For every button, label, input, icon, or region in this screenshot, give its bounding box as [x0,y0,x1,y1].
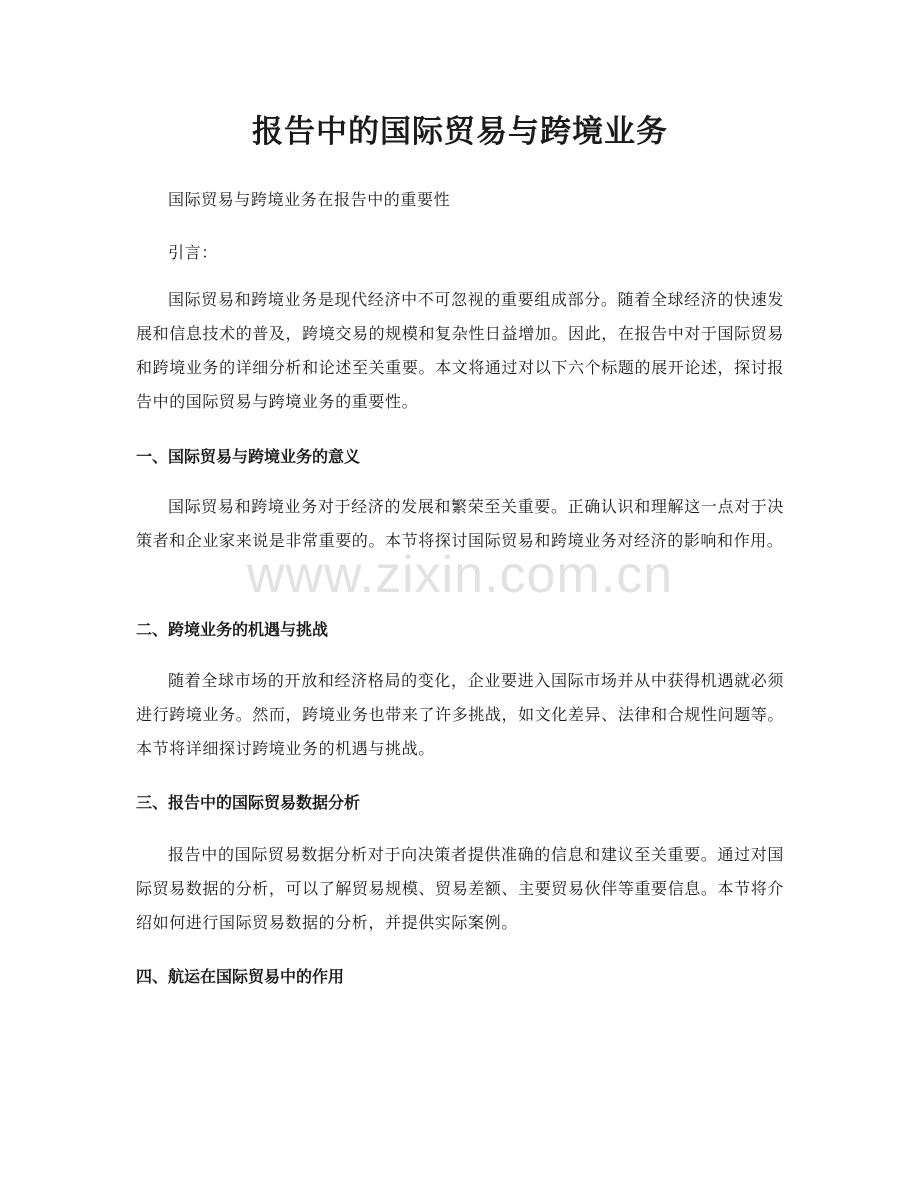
section-body-1: 国际贸易和跨境业务对于经济的发展和繁荣至关重要。正确认识和理解这一点对于决策者和企业家来说是非常重要的。本节将探讨国际贸易和跨境业务对经济的影响和作用。 [136,497,784,550]
subtitle-paragraph: 国际贸易与跨境业务在报告中的重要性 [168,190,451,209]
intro-paragraph: 国际贸易和跨境业务是现代经济中不可忽视的重要组成部分。随着全球经济的快速发展和信息技术的普及，跨境交易的规模和复杂性日益增加。因此，在报告中对于国际贸易和跨境业务的详细分析和论述至关重要。本文将通过对以下六个标题的展开论述，探讨报告中的国际贸易与跨境业务的重要性。 [136,290,784,411]
document-title: 报告中的国际贸易与跨境业务 [252,114,668,150]
watermark-text: www.zixin.com.cn [246,546,674,604]
intro-label: 引言： [168,243,218,262]
section-body-3: 报告中的国际贸易数据分析对于向决策者提供准确的信息和建议至关重要。通过对国际贸易数据的分析，可以了解贸易规模、贸易差额、主要贸易伙伴等重要信息。本节将介绍如何进行国际贸易数据的分析，并提供实际案例。 [136,845,784,932]
section-heading-3: 三、报告中的国际贸易数据分析 [136,793,361,812]
section-heading-4: 四、航运在国际贸易中的作用 [136,967,345,986]
section-heading-1: 一、国际贸易与跨境业务的意义 [136,447,361,466]
section-heading-2: 二、跨境业务的机遇与挑战 [136,620,329,639]
section-body-2: 随着全球市场的开放和经济格局的变化，企业要进入国际市场并从中获得机遇就必须进行跨境业务。然而，跨境业务也带来了许多挑战，如文化差异、法律和合规性问题等。本节将详细探讨跨境业务的机遇与挑战。 [136,671,784,758]
